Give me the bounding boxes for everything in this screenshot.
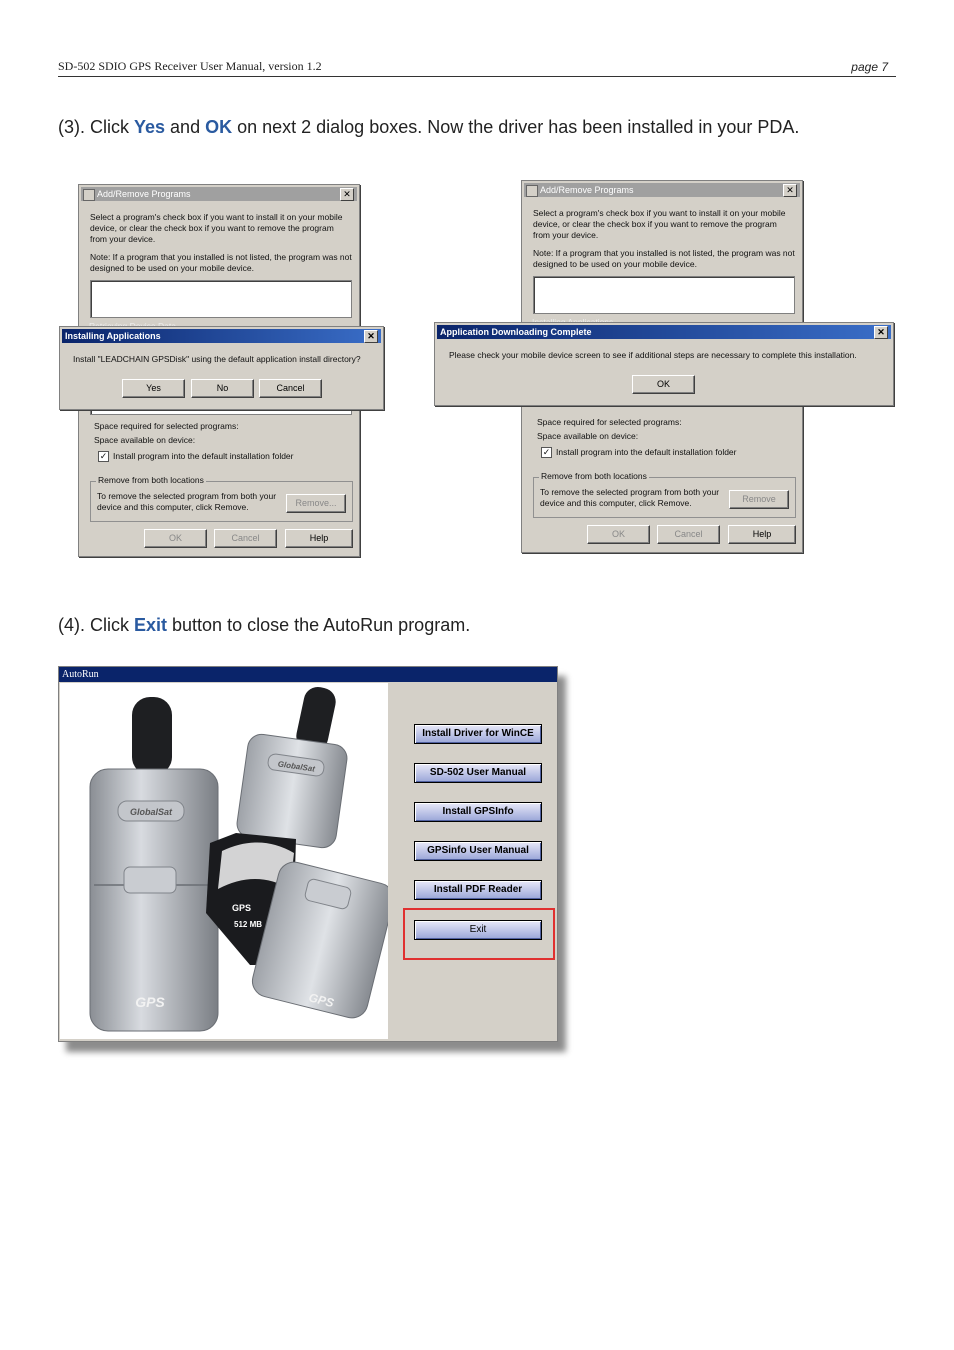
left-intro-text: Select a program's check box if you want to install it on your mobile device, or clear the check box if you want to remove the program from your device. — [90, 212, 343, 244]
install-driver-button[interactable]: Install Driver for WinCE — [414, 724, 542, 744]
left-main-titlebar — [81, 187, 357, 201]
left-ok-button[interactable]: OK — [144, 529, 207, 548]
page-number: page 7 — [851, 60, 888, 74]
right-device-top — [235, 733, 349, 850]
close-icon[interactable]: ✕ — [874, 326, 888, 339]
complete-popup-titlebar — [437, 325, 891, 339]
left-device-grip — [124, 867, 176, 893]
install-gpsinfo-button[interactable]: Install GPSInfo — [414, 802, 542, 822]
autorun-titlebar: AutoRun — [59, 667, 557, 682]
autorun-window — [58, 666, 558, 1042]
header-rule — [58, 76, 896, 77]
product-photo — [60, 683, 388, 1039]
ok-button[interactable]: OK — [632, 375, 695, 394]
right-group-text: To remove the selected program from both your device and this computer, click Remove. — [540, 487, 720, 508]
user-manual-button[interactable]: SD-502 User Manual — [414, 763, 542, 783]
right-note-text: Note: If a program that you installed is not listed, the program was not designed to be used on your mobile device. — [533, 248, 795, 269]
left-group-text: To remove the selected program from both your device and this computer, click Remove. — [97, 491, 277, 512]
right-sd-gps-logo: GPS — [307, 990, 336, 1011]
left-brand-label: GlobalSat — [129, 807, 173, 817]
left-checkbox-label: Install program into the default installation folder — [113, 451, 294, 461]
sd-card-size: 512 MB — [234, 920, 263, 929]
right-remove-button[interactable]: Remove — [729, 490, 789, 509]
install-popup-text: Install "LEADCHAIN GPSDisk" using the default application install directory? — [73, 354, 361, 364]
right-main-title: Add/Remove Programs — [540, 185, 634, 195]
left-space-required: Space required for selected programs: — [94, 421, 239, 431]
close-icon[interactable]: ✕ — [783, 184, 797, 197]
left-cancel-button[interactable]: Cancel — [214, 529, 277, 548]
left-default-folder-checkbox[interactable]: ✓ — [99, 451, 108, 461]
left-space-available: Space available on device: — [94, 435, 196, 445]
right-default-folder-checkbox[interactable]: ✓ — [542, 447, 551, 457]
right-cancel-button[interactable]: Cancel — [657, 525, 720, 544]
left-note-text: Note: If a program that you installed is not listed, the program was not designed to be used on your mobile device. — [90, 252, 352, 273]
step4-suffix: button to close the AutoRun program. — [167, 615, 471, 635]
document-title: SD-502 SDIO GPS Receiver User Manual, version 1.2 — [58, 59, 322, 73]
right-space-required: Space required for selected programs: — [537, 417, 682, 427]
gpsinfo-manual-button[interactable]: GPSinfo User Manual — [414, 841, 542, 861]
close-icon[interactable]: ✕ — [364, 330, 378, 343]
complete-popup-title: Application Downloading Complete — [440, 327, 592, 337]
download-complete-dialog — [434, 322, 894, 406]
right-main-titlebar — [524, 183, 800, 197]
left-sd-gps-logo: GPS — [135, 994, 165, 1010]
left-remove-button[interactable]: Remove... — [286, 494, 346, 513]
right-space-available: Space available on device: — [537, 431, 639, 441]
right-intro-text: Select a program's check box if you want to install it on your mobile device, or clear the check box if you want to remove the program from your device. — [533, 208, 786, 240]
install-popup-title: Installing Applications — [65, 331, 161, 341]
right-group-title: Remove from both locations — [541, 471, 647, 481]
left-program-list[interactable] — [90, 280, 352, 318]
programs-icon — [83, 189, 95, 201]
yes-button[interactable]: Yes — [122, 379, 185, 398]
sd-card-brand: GPS — [232, 903, 252, 913]
installing-applications-dialog — [59, 326, 384, 410]
step3-mid: and — [165, 117, 206, 137]
step4-keyword-exit: Exit — [134, 615, 168, 635]
step4-instruction — [58, 615, 470, 636]
cancel-button[interactable]: Cancel — [259, 379, 322, 398]
close-icon[interactable]: ✕ — [340, 188, 354, 201]
step3-keyword-ok: OK — [205, 117, 233, 137]
right-ok-button[interactable]: OK — [587, 525, 650, 544]
step3-suffix: on next 2 dialog boxes. Now the driver has been installed in your PDA. — [232, 117, 800, 137]
install-popup-titlebar — [62, 329, 381, 343]
exit-button[interactable]: Exit — [414, 920, 542, 940]
left-group-title: Remove from both locations — [98, 475, 204, 485]
left-main-title: Add/Remove Programs — [97, 189, 191, 199]
right-brand-label: GlobalSat — [277, 759, 316, 774]
step3-keyword-yes: Yes — [134, 117, 166, 137]
left-antenna — [132, 697, 172, 775]
no-button[interactable]: No — [191, 379, 254, 398]
gps-receiver-illustration — [60, 683, 388, 1039]
right-help-button[interactable]: Help — [728, 525, 796, 544]
step3-prefix: (3). Click — [58, 117, 134, 137]
right-program-list[interactable] — [533, 276, 795, 314]
programs-icon — [526, 185, 538, 197]
install-pdf-reader-button[interactable]: Install PDF Reader — [414, 880, 542, 900]
complete-popup-text: Please check your mobile device screen to see if additional steps are necessary to complete this installation. — [449, 350, 857, 360]
step3-instruction — [58, 117, 799, 138]
left-help-button[interactable]: Help — [285, 529, 353, 548]
right-checkbox-label: Install program into the default installation folder — [556, 447, 737, 457]
step4-prefix: (4). Click — [58, 615, 134, 635]
